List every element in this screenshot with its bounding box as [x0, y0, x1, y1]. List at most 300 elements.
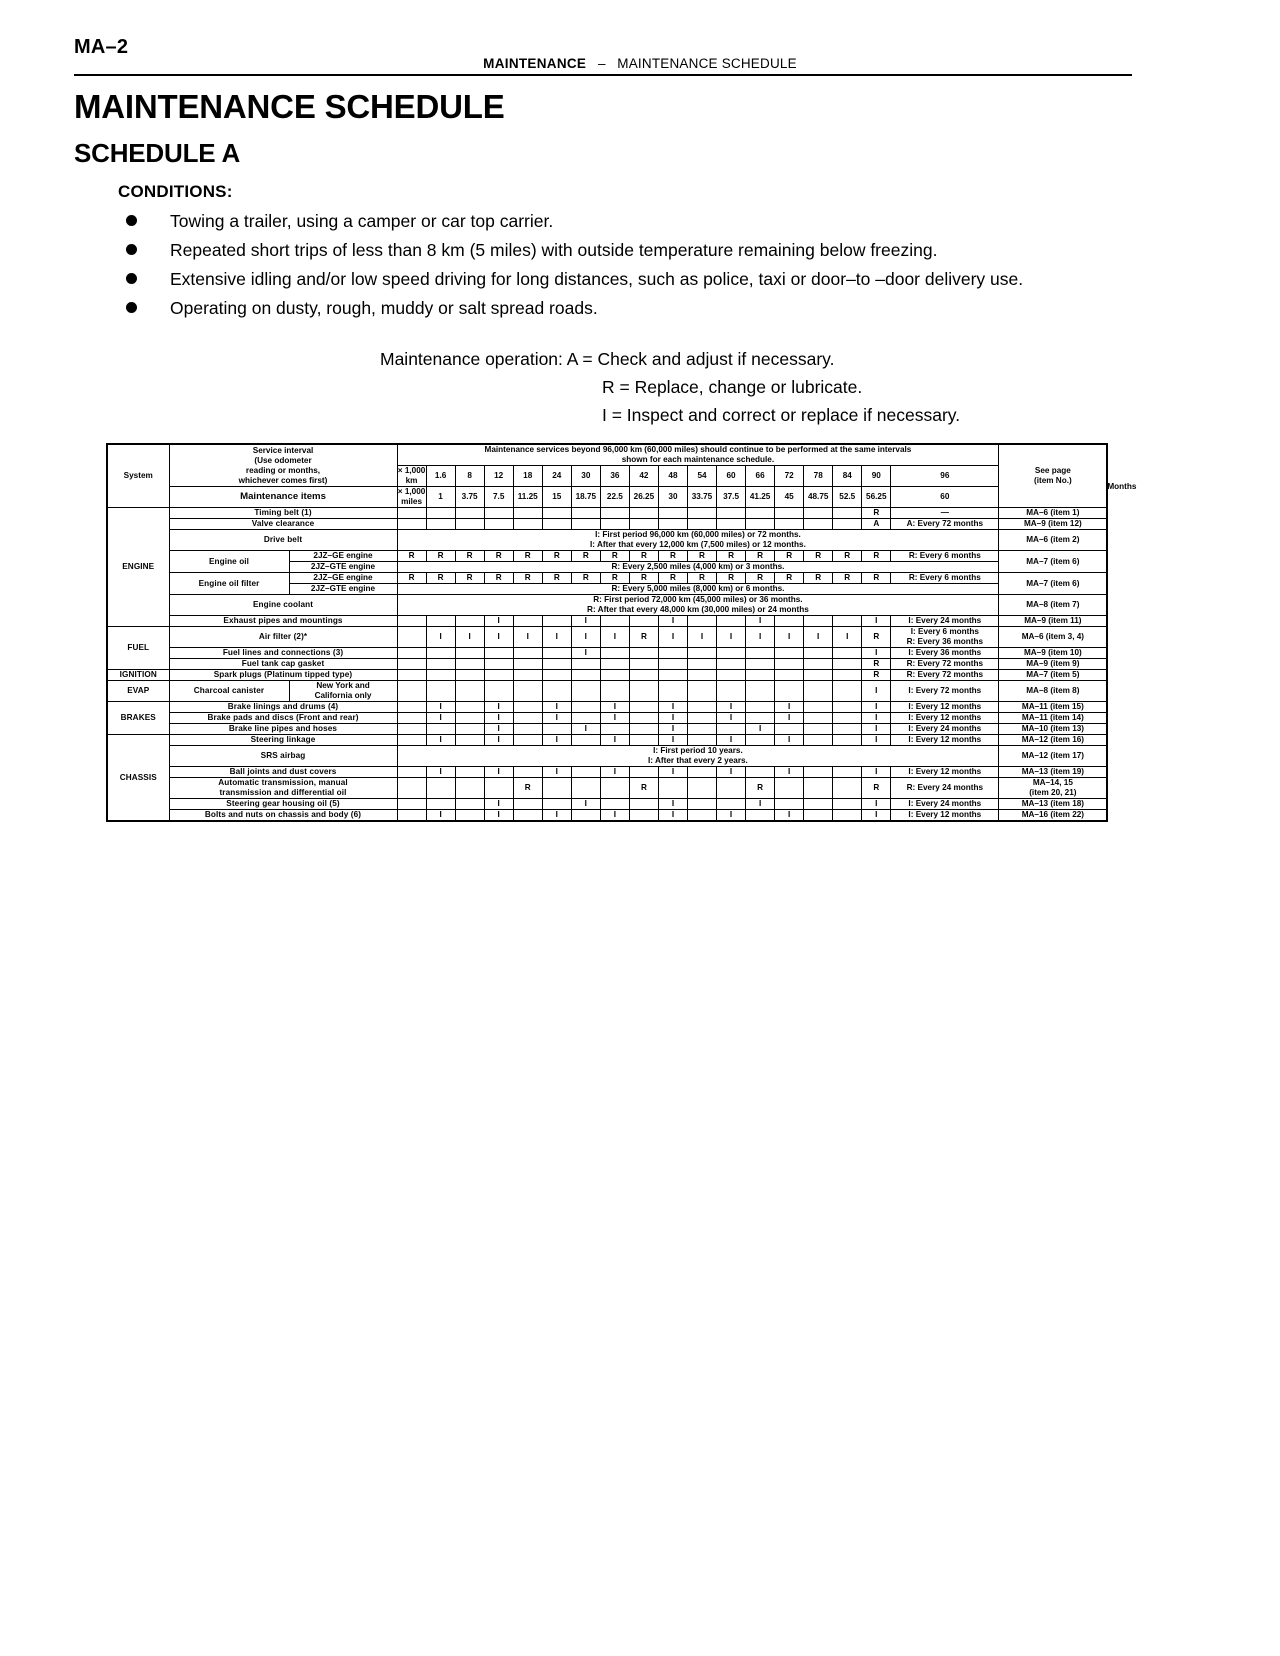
interval-mark: [455, 810, 484, 822]
see-page-reference[interactable]: MA–9 (item 10): [999, 648, 1107, 659]
see-page-reference[interactable]: MA–6 (item 1): [999, 508, 1107, 519]
interval-mark: I: [484, 616, 513, 627]
months-interval: R: Every 72 months: [891, 659, 999, 670]
interval-mark: [397, 713, 426, 724]
interval-mark: [426, 778, 455, 799]
interval-mark: A: [862, 519, 891, 530]
interval-mark: R: [658, 573, 687, 584]
interval-mark: [746, 767, 775, 778]
interval-mark: [426, 681, 455, 702]
header-mile-tick-2: 7.5: [484, 487, 513, 508]
interval-mark: R: [687, 551, 716, 562]
interval-mark: I: [484, 767, 513, 778]
list-item: [118, 237, 1148, 264]
interval-mark: [513, 508, 542, 519]
interval-mark: [513, 681, 542, 702]
interval-mark: I: [600, 713, 629, 724]
interval-mark: [833, 713, 862, 724]
interval-mark: [746, 519, 775, 530]
interval-mark: R: [862, 508, 891, 519]
interval-mark: I: [513, 627, 542, 648]
interval-mark: [775, 659, 804, 670]
interval-mark: I: [862, 616, 891, 627]
list-item: [118, 208, 1148, 235]
interval-mark: [804, 648, 833, 659]
interval-mark: [775, 724, 804, 735]
interval-mark: R: [426, 573, 455, 584]
interval-mark: [687, 659, 716, 670]
maintenance-item: Spark plugs (Platinum tipped type): [169, 670, 397, 681]
interval-mark: [571, 659, 600, 670]
interval-mark: [775, 778, 804, 799]
interval-mark: [600, 659, 629, 670]
header-km-tick-11: 66: [746, 466, 775, 487]
interval-mark: [397, 659, 426, 670]
interval-mark: [542, 616, 571, 627]
interval-mark: [804, 659, 833, 670]
interval-mark: I: [600, 627, 629, 648]
interval-mark: I: [862, 724, 891, 735]
interval-mark: [804, 681, 833, 702]
interval-mark: R: [571, 551, 600, 562]
interval-mark: [833, 670, 862, 681]
interval-mark: [600, 670, 629, 681]
interval-mark: [629, 648, 658, 659]
interval-mark: [687, 713, 716, 724]
interval-mark: [775, 519, 804, 530]
maintenance-subitem: 2JZ–GE engine: [289, 551, 397, 562]
interval-mark: I: [426, 627, 455, 648]
interval-mark: I: [455, 627, 484, 648]
interval-mark: [629, 681, 658, 702]
header-mile-tick-6: 22.5: [600, 487, 629, 508]
interval-mark: [833, 767, 862, 778]
months-interval: —: [891, 508, 999, 519]
header-mile-tick-5: 18.75: [571, 487, 600, 508]
see-page-reference[interactable]: MA–13 (item 18): [999, 799, 1107, 810]
interval-mark: [775, 799, 804, 810]
interval-mark: R: [513, 551, 542, 562]
interval-mark: I: [717, 767, 746, 778]
interval-mark: R: [862, 778, 891, 799]
interval-mark: R: [862, 627, 891, 648]
interval-mark: [746, 810, 775, 822]
interval-mark: R: [484, 551, 513, 562]
interval-mark: I: [571, 648, 600, 659]
interval-mark: R: [455, 573, 484, 584]
interval-mark: [484, 670, 513, 681]
interval-mark: R: [629, 573, 658, 584]
header-mile-tick-10: 37.5: [717, 487, 746, 508]
interval-mark: R: [833, 551, 862, 562]
header-km-tick-12: 72: [775, 466, 804, 487]
see-page-reference[interactable]: MA–11 (item 14): [999, 713, 1107, 724]
interval-mark: I: [600, 702, 629, 713]
maintenance-item: Fuel lines and connections (3): [169, 648, 397, 659]
interval-mark: [397, 681, 426, 702]
bullet-icon: [126, 302, 137, 313]
see-page-reference[interactable]: MA–14, 15 (item 20, 21): [999, 778, 1107, 799]
see-page-reference[interactable]: MA–11 (item 15): [999, 702, 1107, 713]
interval-mark: [484, 508, 513, 519]
interval-mark: [717, 519, 746, 530]
interval-mark: R: [862, 670, 891, 681]
interval-mark: R: [600, 573, 629, 584]
interval-mark: [397, 810, 426, 822]
interval-mark: R: [775, 573, 804, 584]
interval-mark: I: [804, 627, 833, 648]
header-km-tick-8: 48: [658, 466, 687, 487]
interval-mark: R: [717, 551, 746, 562]
interval-mark: [397, 648, 426, 659]
interval-mark: [658, 659, 687, 670]
interval-mark: [687, 735, 716, 746]
interval-mark: [455, 659, 484, 670]
interval-mark: [571, 519, 600, 530]
interval-mark: [397, 702, 426, 713]
table-header-row: [107, 444, 1107, 466]
interval-mark: I: [717, 735, 746, 746]
legend-line-i: I = Inspect and correct or replace if necessary.: [602, 405, 961, 425]
maintenance-subitem: 2JZ–GTE engine: [289, 584, 397, 595]
interval-mark: I: [862, 648, 891, 659]
table-row: [107, 530, 1107, 551]
header-mile-tick-3: 11.25: [513, 487, 542, 508]
interval-mark: I: [658, 616, 687, 627]
header-km-tick-15: 90: [862, 466, 891, 487]
maintenance-item: Charcoal canister: [169, 681, 289, 702]
see-page-reference[interactable]: MA–9 (item 11): [999, 616, 1107, 627]
header-unit-km: × 1,000 km: [397, 466, 426, 485]
interval-mark: I: [746, 724, 775, 735]
interval-mark: [687, 702, 716, 713]
interval-mark: R: [397, 551, 426, 562]
interval-mark: I: [484, 713, 513, 724]
interval-mark: [717, 508, 746, 519]
header-mile-tick-9: 33.75: [687, 487, 716, 508]
interval-mark: [600, 508, 629, 519]
interval-mark: [717, 724, 746, 735]
interval-mark: [804, 519, 833, 530]
interval-mark: [571, 670, 600, 681]
interval-mark: [542, 519, 571, 530]
interval-mark: [600, 681, 629, 702]
months-interval: A: Every 72 months: [891, 519, 999, 530]
conditions-list: [118, 208, 1148, 324]
see-page-reference[interactable]: MA–7 (item 6): [999, 551, 1107, 573]
months-interval: R: Every 24 months: [891, 778, 999, 799]
table-row: [107, 659, 1107, 670]
interval-mark: [426, 519, 455, 530]
table-row: [107, 746, 1107, 767]
months-interval: I: Every 12 months: [891, 702, 999, 713]
interval-mark: [658, 778, 687, 799]
header-divider: [74, 74, 1132, 76]
interval-note: I: First period 10 years. I: After that every 2 years.: [397, 746, 999, 767]
interval-mark: [455, 767, 484, 778]
interval-mark: R: [542, 551, 571, 562]
interval-mark: [600, 778, 629, 799]
interval-mark: [542, 670, 571, 681]
interval-mark: [833, 810, 862, 822]
interval-mark: [804, 713, 833, 724]
interval-mark: [513, 724, 542, 735]
interval-mark: I: [484, 810, 513, 822]
interval-mark: [833, 724, 862, 735]
see-page-reference[interactable]: MA–7 (item 5): [999, 670, 1107, 681]
interval-mark: [426, 616, 455, 627]
interval-mark: I: [571, 799, 600, 810]
see-page-reference[interactable]: MA–8 (item 7): [999, 595, 1107, 616]
months-interval: I: Every 6 months R: Every 36 months: [891, 627, 999, 648]
interval-mark: R: [862, 659, 891, 670]
breadcrumb-separator: –: [598, 56, 606, 71]
interval-mark: R: [717, 573, 746, 584]
interval-mark: [775, 648, 804, 659]
interval-mark: I: [862, 767, 891, 778]
interval-mark: [629, 702, 658, 713]
interval-mark: [717, 670, 746, 681]
interval-mark: [658, 508, 687, 519]
interval-mark: R: [804, 551, 833, 562]
interval-mark: [629, 767, 658, 778]
interval-mark: I: [658, 735, 687, 746]
interval-mark: [397, 767, 426, 778]
interval-mark: I: [426, 810, 455, 822]
header-unit-miles: × 1,000 miles: [397, 487, 426, 506]
interval-mark: [629, 810, 658, 822]
interval-mark: [687, 767, 716, 778]
interval-mark: [542, 659, 571, 670]
maintenance-subitem: 2JZ–GTE engine: [289, 562, 397, 573]
breadcrumb: [0, 56, 1280, 71]
interval-mark: [397, 508, 426, 519]
see-page-reference[interactable]: MA–12 (item 17): [999, 746, 1107, 767]
table-row: [107, 681, 1107, 702]
interval-mark: [717, 648, 746, 659]
see-page-reference[interactable]: MA–9 (item 9): [999, 659, 1107, 670]
header-mile-tick-13: 48.75: [804, 487, 833, 508]
list-item-text: Extensive idling and/or low speed driving for long distances, such as police, taxi or door–to –door delivery use.: [170, 269, 1024, 289]
interval-mark: [804, 670, 833, 681]
system-label: IGNITION: [107, 670, 169, 681]
interval-mark: R: [687, 573, 716, 584]
breadcrumb-sub: MAINTENANCE SCHEDULE: [617, 56, 797, 71]
interval-mark: I: [658, 799, 687, 810]
interval-mark: R: [484, 573, 513, 584]
interval-mark: R: [397, 573, 426, 584]
interval-mark: [833, 508, 862, 519]
interval-mark: [687, 519, 716, 530]
interval-mark: [455, 702, 484, 713]
interval-mark: I: [542, 767, 571, 778]
interval-mark: I: [571, 724, 600, 735]
interval-mark: [513, 713, 542, 724]
interval-mark: [455, 681, 484, 702]
table-row: [107, 573, 1107, 584]
interval-mark: [484, 681, 513, 702]
system-label: FUEL: [107, 627, 169, 670]
interval-mark: [542, 724, 571, 735]
table-row: [107, 616, 1107, 627]
interval-mark: I: [426, 767, 455, 778]
interval-mark: [542, 648, 571, 659]
interval-mark: I: [833, 627, 862, 648]
interval-mark: [746, 681, 775, 702]
interval-mark: [775, 616, 804, 627]
months-interval: I: Every 24 months: [891, 724, 999, 735]
interval-mark: [513, 799, 542, 810]
interval-mark: [571, 767, 600, 778]
interval-mark: I: [542, 810, 571, 822]
interval-mark: I: [658, 627, 687, 648]
table-row: [107, 799, 1107, 810]
maintenance-subitem: New York and California only: [289, 681, 397, 702]
interval-mark: I: [746, 616, 775, 627]
interval-mark: R: [833, 573, 862, 584]
bullet-icon: [126, 273, 137, 284]
see-page-reference[interactable]: MA–13 (item 19): [999, 767, 1107, 778]
interval-mark: [658, 681, 687, 702]
interval-mark: I: [717, 627, 746, 648]
interval-mark: I: [484, 702, 513, 713]
header-km-tick-10: 60: [717, 466, 746, 487]
interval-mark: I: [484, 735, 513, 746]
interval-mark: [513, 767, 542, 778]
interval-mark: [717, 681, 746, 702]
interval-mark: I: [484, 627, 513, 648]
interval-mark: I: [658, 702, 687, 713]
interval-mark: [804, 799, 833, 810]
interval-mark: I: [484, 724, 513, 735]
see-page-reference[interactable]: MA–6 (item 2): [999, 530, 1107, 551]
interval-mark: [397, 627, 426, 648]
interval-mark: R: [629, 627, 658, 648]
interval-mark: [455, 508, 484, 519]
interval-mark: R: [629, 778, 658, 799]
interval-mark: [687, 648, 716, 659]
see-page-reference[interactable]: MA–7 (item 6): [999, 573, 1107, 595]
conditions-label: CONDITIONS:: [118, 182, 233, 201]
interval-mark: [513, 659, 542, 670]
interval-mark: I: [717, 713, 746, 724]
interval-note: R: Every 5,000 miles (8,000 km) or 6 months.: [397, 584, 999, 595]
interval-mark: [542, 799, 571, 810]
header-mile-tick-0: 1: [426, 487, 455, 508]
interval-mark: [833, 735, 862, 746]
see-page-reference[interactable]: MA–9 (item 12): [999, 519, 1107, 530]
interval-mark: I: [542, 627, 571, 648]
table-row: [107, 810, 1107, 822]
interval-mark: [397, 799, 426, 810]
see-page-reference[interactable]: MA–6 (item 3, 4): [999, 627, 1107, 648]
interval-mark: [687, 508, 716, 519]
header-mile-tick-12: 45: [775, 487, 804, 508]
system-label: BRAKES: [107, 702, 169, 735]
interval-mark: [455, 713, 484, 724]
legend-line-a: Maintenance operation: A = Check and adjust if necessary.: [380, 349, 835, 369]
interval-mark: [658, 519, 687, 530]
interval-mark: I: [542, 702, 571, 713]
maintenance-item: Ball joints and dust covers: [169, 767, 397, 778]
interval-mark: R: [746, 551, 775, 562]
interval-mark: [629, 670, 658, 681]
see-page-reference[interactable]: MA–16 (item 22): [999, 810, 1107, 822]
months-interval: R: Every 6 months: [891, 551, 999, 562]
months-interval: I: Every 12 months: [891, 767, 999, 778]
header-see-page: See page (item No.): [999, 444, 1107, 508]
interval-mark: [484, 519, 513, 530]
interval-mark: [484, 659, 513, 670]
months-interval: R: Every 72 months: [891, 670, 999, 681]
see-page-reference[interactable]: MA–10 (item 13): [999, 724, 1107, 735]
interval-mark: [717, 616, 746, 627]
header-mile-tick-8: 30: [658, 487, 687, 508]
table-header-miles-row: [107, 487, 1107, 508]
interval-mark: I: [775, 735, 804, 746]
maintenance-item: Valve clearance: [169, 519, 397, 530]
interval-mark: I: [862, 799, 891, 810]
interval-note: R: Every 2,500 miles (4,000 km) or 3 months.: [397, 562, 999, 573]
interval-mark: I: [775, 767, 804, 778]
interval-mark: [833, 799, 862, 810]
interval-mark: I: [426, 702, 455, 713]
table-row: [107, 595, 1107, 616]
header-system: System: [107, 444, 169, 508]
see-page-reference[interactable]: MA–12 (item 16): [999, 735, 1107, 746]
interval-mark: [426, 724, 455, 735]
interval-mark: I: [658, 713, 687, 724]
interval-mark: [455, 799, 484, 810]
header-banner-note: Maintenance services beyond 96,000 km (60,000 miles) should continue to be performed at the same intervals shown for each maintenance schedule.: [397, 444, 999, 466]
interval-mark: [804, 735, 833, 746]
interval-mark: [804, 778, 833, 799]
interval-mark: [397, 670, 426, 681]
table-row: [107, 627, 1107, 648]
maintenance-item: Engine oil filter: [169, 573, 289, 595]
interval-mark: I: [658, 810, 687, 822]
header-mile-tick-16: 60: [891, 487, 999, 508]
see-page-reference[interactable]: MA–8 (item 8): [999, 681, 1107, 702]
interval-mark: [775, 681, 804, 702]
interval-mark: [687, 616, 716, 627]
interval-mark: R: [862, 573, 891, 584]
header-km-tick-14: 84: [833, 466, 862, 487]
interval-mark: I: [862, 702, 891, 713]
interval-mark: R: [775, 551, 804, 562]
months-interval: I: Every 36 months: [891, 648, 999, 659]
maintenance-item: Bolts and nuts on chassis and body (6): [169, 810, 397, 822]
interval-mark: I: [775, 702, 804, 713]
interval-mark: [629, 616, 658, 627]
interval-mark: [717, 799, 746, 810]
maintenance-item: Timing belt (1): [169, 508, 397, 519]
table-row: [107, 778, 1107, 799]
interval-mark: [513, 648, 542, 659]
interval-mark: [455, 724, 484, 735]
interval-mark: [833, 648, 862, 659]
header-km-tick-1: 8: [455, 466, 484, 487]
interval-mark: [600, 648, 629, 659]
interval-mark: R: [455, 551, 484, 562]
interval-mark: [804, 724, 833, 735]
table-row: [107, 508, 1107, 519]
interval-mark: I: [658, 724, 687, 735]
maintenance-item: Engine coolant: [169, 595, 397, 616]
page-number: MA–2: [74, 36, 129, 58]
maintenance-item: Brake pads and discs (Front and rear): [169, 713, 397, 724]
system-label: ENGINE: [107, 508, 169, 627]
